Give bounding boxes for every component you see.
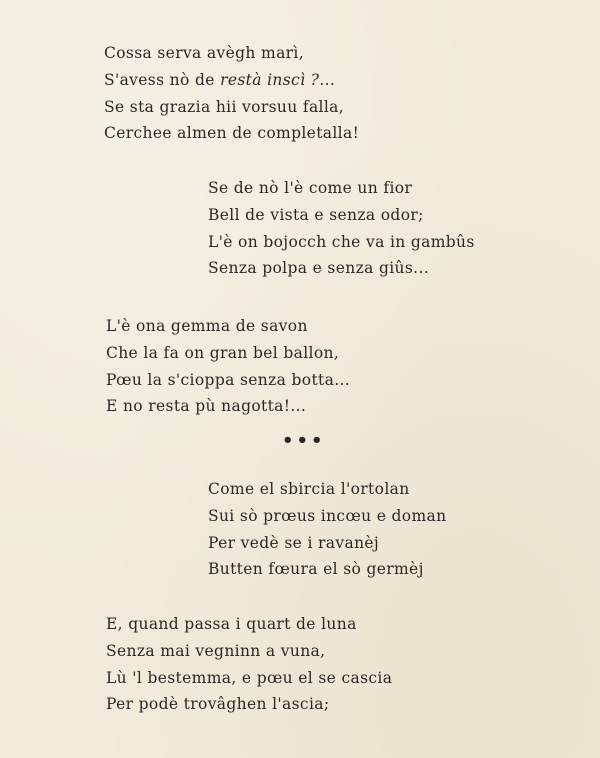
poem-line: Senza mai vegninn a vuna, xyxy=(106,641,326,660)
poem-line: E no resta pù nagotta!... xyxy=(106,397,307,416)
poem-line: Bell de vista e senza odor; xyxy=(208,205,424,224)
stanza-1 xyxy=(104,40,359,147)
poem-line: Pœu la s'cioppa senza botta... xyxy=(106,370,351,389)
stanza-3 xyxy=(106,313,350,420)
poem-line: Cerchee almen de completalla! xyxy=(104,124,360,143)
poem-line: Se sta grazia hii vorsuu falla, xyxy=(104,97,345,116)
poem-line: Se de nò l'è come un fior xyxy=(208,179,413,197)
stanza-4 xyxy=(208,476,446,583)
poem-line-ellipsis: ... xyxy=(319,70,336,89)
poem-line: Lù 'l bestemma, e pœu el se cascia xyxy=(106,668,393,687)
poem-line-text: S'avess nò de xyxy=(104,70,221,89)
poem-line: Cossa serva avègh marì, xyxy=(104,44,305,62)
poem-line: L'è ona gemma de savon xyxy=(106,317,308,335)
poem-line: L'è on bojocch che va in gambûs xyxy=(208,232,475,251)
poem-line: Sui sò prœus incœu e doman xyxy=(208,506,447,525)
section-separator: ••• xyxy=(282,430,326,451)
poem-line: Che la fa on gran bel ballon, xyxy=(106,343,340,362)
poem-line: Per podè trovâghen l'ascia; xyxy=(106,695,330,714)
poem-line: E, quand passa i quart de luna xyxy=(106,615,357,633)
italic-phrase: restà inscì ? xyxy=(220,70,320,89)
poem-line xyxy=(104,67,359,94)
poem-line: Senza polpa e senza giûs... xyxy=(208,259,430,278)
poem-line: Butten fœura el sò germèj xyxy=(208,560,424,579)
stanza-5 xyxy=(106,611,392,718)
poem-line: Come el sbircia l'ortolan xyxy=(208,480,410,498)
stanza-2 xyxy=(208,175,475,282)
poem-line: Per vedè se i ravanèj xyxy=(208,533,380,552)
